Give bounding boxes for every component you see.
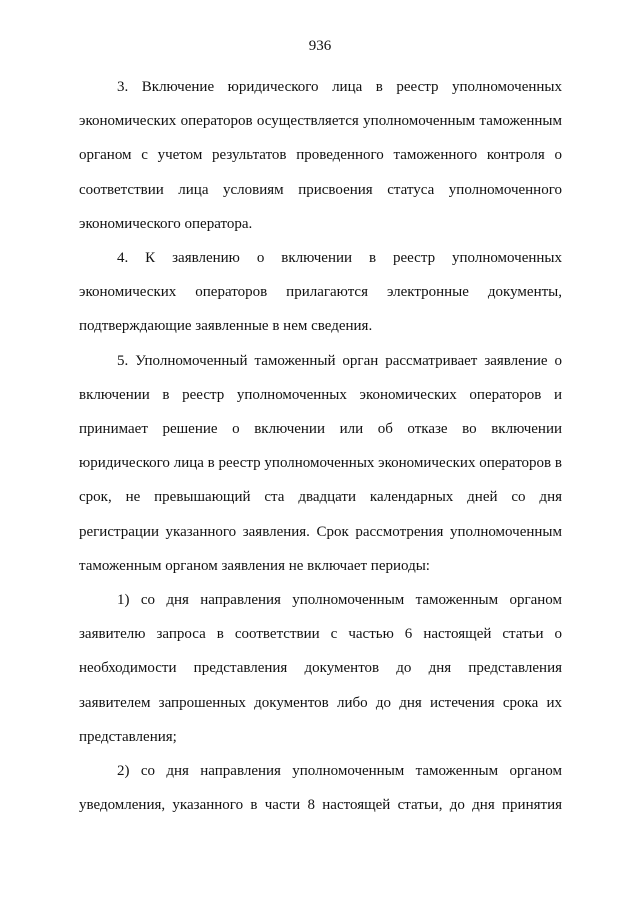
document-body	[79, 70, 562, 822]
paragraph-subitem-2: 2) со дня направления уполномоченным таможенным органом уведомления, указанного в части 8 настоящей статьи, до дня принятия	[79, 763, 562, 814]
paragraph-item-5: 5. Уполномоченный таможенный орган рассматривает заявление о включении в реестр уполномоченных экономических операторов и принимает решение о включении или об отказе во включении юридического лица в реестр уполномоченных экономических операторов в срок, не превышающий ста двадцати календарных дней со дня регистрации указанного заявления. Срок рассмотрения уполномоченным таможенным органом заявления не включает периоды:	[79, 352, 562, 574]
page-number: 936	[308, 38, 332, 54]
paragraph-item-3: 3. Включение юридического лица в реестр уполномоченных экономических операторов осуществляется уполномоченным таможенным органом с учетом результатов проведенного таможенного контроля о соответствии лица условиям присвоения статуса уполномоченного экономического оператора.	[79, 79, 562, 232]
paragraph-item-4: 4. К заявлению о включении в реестр уполномоченных экономических операторов прилагаются электронные документы, подтверждающие заявленные в нем сведения.	[79, 250, 562, 335]
paragraph-subitem-1: 1) со дня направления уполномоченным таможенным органом заявителю запроса в соответствии с частью 6 настоящей статьи о необходимости представления документов до дня представления заявителем запрошенных документов либо до дня истечения срока их представления;	[79, 592, 562, 745]
